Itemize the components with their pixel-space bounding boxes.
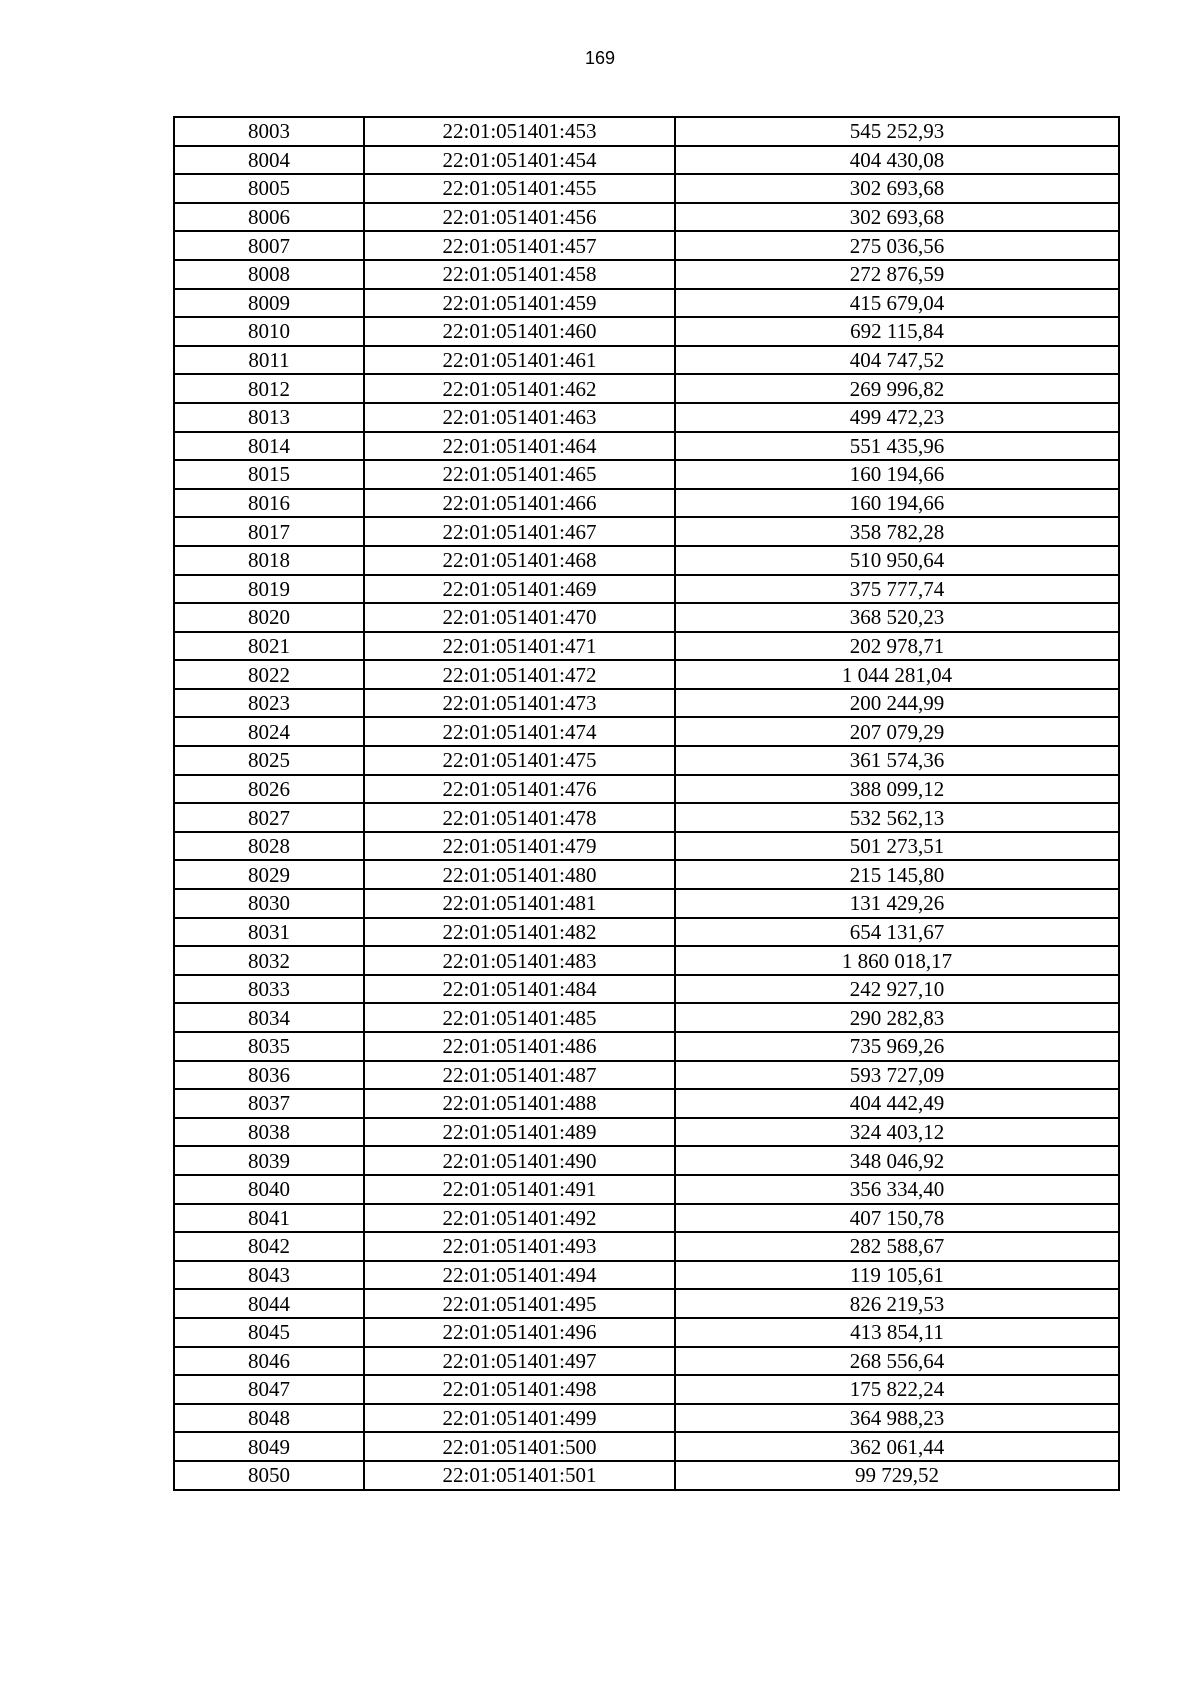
row-number-cell: 8024 xyxy=(174,717,364,746)
table-row xyxy=(174,374,1119,403)
cadastral-number-cell: 22:01:051401:492 xyxy=(364,1204,675,1233)
cadastral-number-cell: 22:01:051401:468 xyxy=(364,546,675,575)
cadastral-number-cell: 22:01:051401:464 xyxy=(364,432,675,461)
cadastral-number-cell: 22:01:051401:484 xyxy=(364,975,675,1004)
cadastral-number-cell: 22:01:051401:465 xyxy=(364,460,675,489)
table-row xyxy=(174,860,1119,889)
value-cell: 269 996,82 xyxy=(675,374,1119,403)
row-number-cell: 8045 xyxy=(174,1318,364,1347)
table-row xyxy=(174,1289,1119,1318)
value-cell: 404 442,49 xyxy=(675,1089,1119,1118)
row-number-cell: 8050 xyxy=(174,1461,364,1490)
cadastral-number-cell: 22:01:051401:467 xyxy=(364,517,675,546)
table-row xyxy=(174,803,1119,832)
cadastral-number-cell: 22:01:051401:475 xyxy=(364,746,675,775)
cadastral-number-cell: 22:01:051401:476 xyxy=(364,775,675,804)
cadastral-number-cell: 22:01:051401:500 xyxy=(364,1432,675,1461)
cadastral-number-cell: 22:01:051401:497 xyxy=(364,1347,675,1376)
row-number-cell: 8041 xyxy=(174,1204,364,1233)
table-row xyxy=(174,1404,1119,1433)
row-number-cell: 8035 xyxy=(174,1032,364,1061)
value-cell: 358 782,28 xyxy=(675,517,1119,546)
table-row xyxy=(174,660,1119,689)
row-number-cell: 8011 xyxy=(174,346,364,375)
table-row xyxy=(174,1347,1119,1376)
table-row xyxy=(174,1146,1119,1175)
table-row xyxy=(174,117,1119,146)
row-number-cell: 8021 xyxy=(174,632,364,661)
table-row xyxy=(174,575,1119,604)
row-number-cell: 8034 xyxy=(174,1003,364,1032)
row-number-cell: 8028 xyxy=(174,832,364,861)
row-number-cell: 8023 xyxy=(174,689,364,718)
cadastral-number-cell: 22:01:051401:461 xyxy=(364,346,675,375)
row-number-cell: 8032 xyxy=(174,946,364,975)
cadastral-number-cell: 22:01:051401:470 xyxy=(364,603,675,632)
value-cell: 532 562,13 xyxy=(675,803,1119,832)
value-cell: 364 988,23 xyxy=(675,1404,1119,1433)
row-number-cell: 8004 xyxy=(174,146,364,175)
value-cell: 275 036,56 xyxy=(675,231,1119,260)
cadastral-number-cell: 22:01:051401:478 xyxy=(364,803,675,832)
cadastral-number-cell: 22:01:051401:481 xyxy=(364,889,675,918)
table-row xyxy=(174,603,1119,632)
cadastral-number-cell: 22:01:051401:495 xyxy=(364,1289,675,1318)
row-number-cell: 8025 xyxy=(174,746,364,775)
value-cell: 407 150,78 xyxy=(675,1204,1119,1233)
row-number-cell: 8009 xyxy=(174,289,364,318)
table-row xyxy=(174,1375,1119,1404)
row-number-cell: 8019 xyxy=(174,575,364,604)
row-number-cell: 8037 xyxy=(174,1089,364,1118)
table-row xyxy=(174,1089,1119,1118)
cadastral-number-cell: 22:01:051401:469 xyxy=(364,575,675,604)
row-number-cell: 8029 xyxy=(174,860,364,889)
row-number-cell: 8005 xyxy=(174,174,364,203)
table-row xyxy=(174,1204,1119,1233)
value-cell: 692 115,84 xyxy=(675,317,1119,346)
cadastral-number-cell: 22:01:051401:474 xyxy=(364,717,675,746)
value-cell: 282 588,67 xyxy=(675,1232,1119,1261)
row-number-cell: 8020 xyxy=(174,603,364,632)
cadastral-number-cell: 22:01:051401:458 xyxy=(364,260,675,289)
cadastral-number-cell: 22:01:051401:480 xyxy=(364,860,675,889)
cadastral-number-cell: 22:01:051401:490 xyxy=(364,1146,675,1175)
row-number-cell: 8017 xyxy=(174,517,364,546)
value-cell: 362 061,44 xyxy=(675,1432,1119,1461)
table-row xyxy=(174,317,1119,346)
value-cell: 215 145,80 xyxy=(675,860,1119,889)
cadastral-number-cell: 22:01:051401:455 xyxy=(364,174,675,203)
value-cell: 593 727,09 xyxy=(675,1061,1119,1090)
table-row xyxy=(174,432,1119,461)
value-cell: 356 334,40 xyxy=(675,1175,1119,1204)
value-cell: 290 282,83 xyxy=(675,1003,1119,1032)
cadastral-number-cell: 22:01:051401:483 xyxy=(364,946,675,975)
value-cell: 119 105,61 xyxy=(675,1261,1119,1290)
cadastral-number-cell: 22:01:051401:454 xyxy=(364,146,675,175)
cadastral-number-cell: 22:01:051401:457 xyxy=(364,231,675,260)
row-number-cell: 8047 xyxy=(174,1375,364,1404)
value-cell: 131 429,26 xyxy=(675,889,1119,918)
table-row xyxy=(174,1432,1119,1461)
table-body xyxy=(174,117,1119,1490)
row-number-cell: 8014 xyxy=(174,432,364,461)
value-cell: 200 244,99 xyxy=(675,689,1119,718)
value-cell: 324 403,12 xyxy=(675,1118,1119,1147)
row-number-cell: 8040 xyxy=(174,1175,364,1204)
row-number-cell: 8036 xyxy=(174,1061,364,1090)
page-number: 169 xyxy=(584,48,616,68)
row-number-cell: 8033 xyxy=(174,975,364,1004)
table-row xyxy=(174,689,1119,718)
row-number-cell: 8031 xyxy=(174,918,364,947)
row-number-cell: 8016 xyxy=(174,489,364,518)
value-cell: 361 574,36 xyxy=(675,746,1119,775)
row-number-cell: 8018 xyxy=(174,546,364,575)
table-row xyxy=(174,346,1119,375)
value-cell: 160 194,66 xyxy=(675,460,1119,489)
row-number-cell: 8015 xyxy=(174,460,364,489)
table-row xyxy=(174,1118,1119,1147)
row-number-cell: 8046 xyxy=(174,1347,364,1376)
value-cell: 1 044 281,04 xyxy=(675,660,1119,689)
table-row xyxy=(174,746,1119,775)
value-cell: 413 854,11 xyxy=(675,1318,1119,1347)
table-row xyxy=(174,403,1119,432)
cadastral-number-cell: 22:01:051401:496 xyxy=(364,1318,675,1347)
row-number-cell: 8030 xyxy=(174,889,364,918)
value-cell: 368 520,23 xyxy=(675,603,1119,632)
value-cell: 1 860 018,17 xyxy=(675,946,1119,975)
row-number-cell: 8027 xyxy=(174,803,364,832)
value-cell: 735 969,26 xyxy=(675,1032,1119,1061)
cadastral-value-table xyxy=(173,116,1120,1491)
cadastral-number-cell: 22:01:051401:487 xyxy=(364,1061,675,1090)
row-number-cell: 8042 xyxy=(174,1232,364,1261)
cadastral-number-cell: 22:01:051401:459 xyxy=(364,289,675,318)
table-row xyxy=(174,889,1119,918)
value-cell: 175 822,24 xyxy=(675,1375,1119,1404)
row-number-cell: 8043 xyxy=(174,1261,364,1290)
value-cell: 268 556,64 xyxy=(675,1347,1119,1376)
table-row xyxy=(174,717,1119,746)
value-cell: 501 273,51 xyxy=(675,832,1119,861)
cadastral-number-cell: 22:01:051401:482 xyxy=(364,918,675,947)
cadastral-number-cell: 22:01:051401:473 xyxy=(364,689,675,718)
value-cell: 348 046,92 xyxy=(675,1146,1119,1175)
table-row xyxy=(174,918,1119,947)
value-cell: 510 950,64 xyxy=(675,546,1119,575)
cadastral-number-cell: 22:01:051401:493 xyxy=(364,1232,675,1261)
value-cell: 160 194,66 xyxy=(675,489,1119,518)
cadastral-number-cell: 22:01:051401:456 xyxy=(364,203,675,232)
table-row xyxy=(174,489,1119,518)
row-number-cell: 8007 xyxy=(174,231,364,260)
cadastral-number-cell: 22:01:051401:463 xyxy=(364,403,675,432)
table-row xyxy=(174,1261,1119,1290)
table-row xyxy=(174,1032,1119,1061)
table-row xyxy=(174,260,1119,289)
cadastral-number-cell: 22:01:051401:472 xyxy=(364,660,675,689)
value-cell: 202 978,71 xyxy=(675,632,1119,661)
row-number-cell: 8022 xyxy=(174,660,364,689)
row-number-cell: 8048 xyxy=(174,1404,364,1433)
cadastral-number-cell: 22:01:051401:460 xyxy=(364,317,675,346)
cadastral-number-cell: 22:01:051401:486 xyxy=(364,1032,675,1061)
cadastral-number-cell: 22:01:051401:471 xyxy=(364,632,675,661)
cadastral-number-cell: 22:01:051401:453 xyxy=(364,117,675,146)
value-cell: 826 219,53 xyxy=(675,1289,1119,1318)
row-number-cell: 8012 xyxy=(174,374,364,403)
table-row xyxy=(174,632,1119,661)
value-cell: 551 435,96 xyxy=(675,432,1119,461)
cadastral-number-cell: 22:01:051401:491 xyxy=(364,1175,675,1204)
cadastral-number-cell: 22:01:051401:501 xyxy=(364,1461,675,1490)
cadastral-number-cell: 22:01:051401:488 xyxy=(364,1089,675,1118)
table-row xyxy=(174,1061,1119,1090)
value-cell: 302 693,68 xyxy=(675,203,1119,232)
row-number-cell: 8044 xyxy=(174,1289,364,1318)
value-cell: 242 927,10 xyxy=(675,975,1119,1004)
table-row xyxy=(174,1003,1119,1032)
table-row xyxy=(174,231,1119,260)
row-number-cell: 8049 xyxy=(174,1432,364,1461)
table-row xyxy=(174,1461,1119,1490)
cadastral-number-cell: 22:01:051401:494 xyxy=(364,1261,675,1290)
row-number-cell: 8013 xyxy=(174,403,364,432)
cadastral-number-cell: 22:01:051401:466 xyxy=(364,489,675,518)
table-row xyxy=(174,517,1119,546)
value-cell: 207 079,29 xyxy=(675,717,1119,746)
table-row xyxy=(174,203,1119,232)
value-cell: 388 099,12 xyxy=(675,775,1119,804)
cadastral-number-cell: 22:01:051401:485 xyxy=(364,1003,675,1032)
value-cell: 654 131,67 xyxy=(675,918,1119,947)
value-cell: 415 679,04 xyxy=(675,289,1119,318)
value-cell: 375 777,74 xyxy=(675,575,1119,604)
value-cell: 545 252,93 xyxy=(675,117,1119,146)
row-number-cell: 8003 xyxy=(174,117,364,146)
table-row xyxy=(174,289,1119,318)
row-number-cell: 8006 xyxy=(174,203,364,232)
cadastral-number-cell: 22:01:051401:489 xyxy=(364,1118,675,1147)
value-cell: 99 729,52 xyxy=(675,1461,1119,1490)
value-cell: 404 747,52 xyxy=(675,346,1119,375)
row-number-cell: 8039 xyxy=(174,1146,364,1175)
value-cell: 499 472,23 xyxy=(675,403,1119,432)
table-row xyxy=(174,174,1119,203)
table-row xyxy=(174,975,1119,1004)
value-cell: 272 876,59 xyxy=(675,260,1119,289)
table-row xyxy=(174,832,1119,861)
table-row xyxy=(174,146,1119,175)
cadastral-number-cell: 22:01:051401:498 xyxy=(364,1375,675,1404)
row-number-cell: 8010 xyxy=(174,317,364,346)
row-number-cell: 8038 xyxy=(174,1118,364,1147)
row-number-cell: 8008 xyxy=(174,260,364,289)
table-row xyxy=(174,1318,1119,1347)
table-row xyxy=(174,775,1119,804)
table-row xyxy=(174,1232,1119,1261)
cadastral-number-cell: 22:01:051401:479 xyxy=(364,832,675,861)
value-cell: 302 693,68 xyxy=(675,174,1119,203)
table-row xyxy=(174,1175,1119,1204)
cadastral-number-cell: 22:01:051401:462 xyxy=(364,374,675,403)
cadastral-number-cell: 22:01:051401:499 xyxy=(364,1404,675,1433)
table-row xyxy=(174,460,1119,489)
value-cell: 404 430,08 xyxy=(675,146,1119,175)
table-row xyxy=(174,546,1119,575)
row-number-cell: 8026 xyxy=(174,775,364,804)
table-row xyxy=(174,946,1119,975)
